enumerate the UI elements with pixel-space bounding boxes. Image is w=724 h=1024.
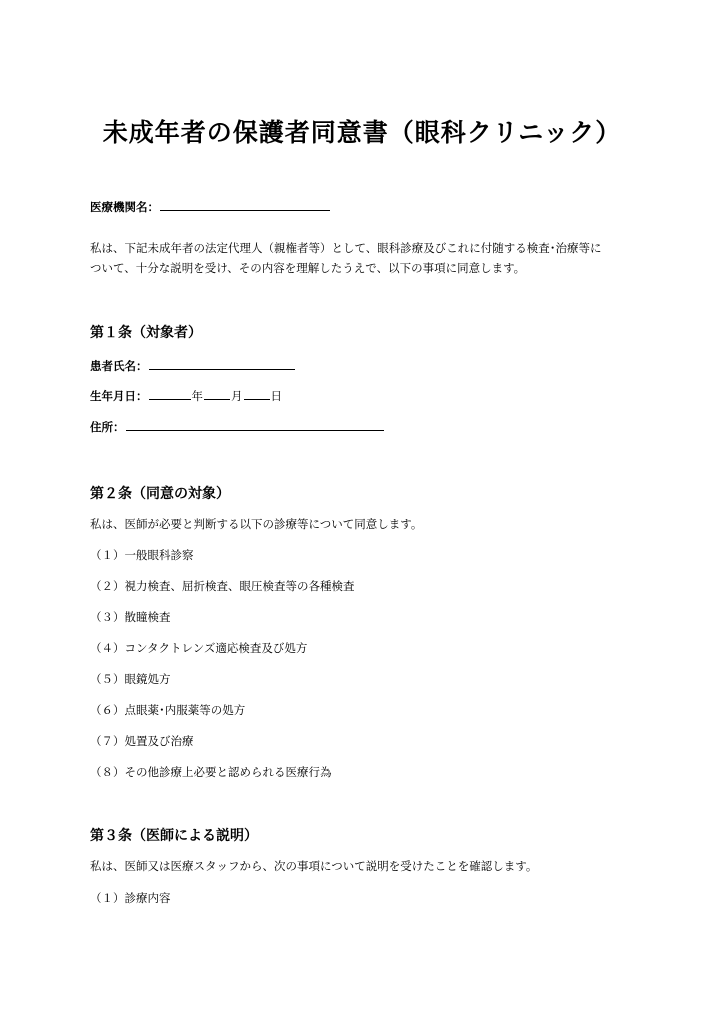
article1-heading: 第１条（対象者） [90,325,202,341]
intro-line-1: 私は、下記未成年者の法定代理人（親権者等）として、眼科診療及びこれに付随する検査･治療等に [90,241,602,255]
article3-heading: 第３条（医師による説明） [90,828,258,844]
address-row [90,418,385,435]
article2-lead: 私は、医師が必要と判断する以下の診療等について同意します。 [90,517,423,531]
birth-month-field[interactable] [204,387,230,400]
article2-heading: 第２条（同意の対象） [90,486,230,502]
document-title: 未成年者の保護者同意書（眼科クリニック） [102,118,622,147]
address-field[interactable] [126,418,384,431]
birth-month-unit: 月 [231,389,243,403]
institution-name-row [90,198,331,215]
birth-date-row [90,387,282,404]
list-item: （１）診療内容 [90,891,171,905]
list-item: （５）眼鏡処方 [90,672,171,686]
list-item: （４）コンタクトレンズ適応検査及び処方 [90,641,308,655]
patient-name-field[interactable] [149,357,295,370]
birth-year-field[interactable] [149,387,191,400]
list-item: （１）一般眼科診察 [90,548,194,562]
institution-name-label: 医療機関名： [90,200,159,214]
institution-name-field[interactable] [160,198,330,211]
list-item: （２）視力検査、屈折検査、眼圧検査等の各種検査 [90,579,355,593]
intro-line-2: ついて、十分な説明を受け、その内容を理解したうえで、以下の事項に同意します。 [90,261,526,275]
birth-year-unit: 年 [191,389,203,403]
address-label: 住所： [90,420,125,434]
intro-paragraph [90,238,638,278]
birth-day-unit: 日 [270,389,282,403]
birth-day-field[interactable] [244,387,270,400]
birth-date-label: 生年月日： [90,389,148,403]
list-item: （６）点眼薬･内服薬等の処方 [90,703,246,717]
patient-name-label: 患者氏名： [90,359,148,373]
list-item: （８）その他診療上必要と認められる医療行為 [90,765,332,779]
article3-lead: 私は、医師又は医療スタッフから、次の事項について説明を受けたことを確認します。 [90,859,538,873]
list-item: （７）処置及び治療 [90,734,194,748]
patient-name-row [90,357,296,374]
list-item: （３）散瞳検査 [90,610,171,624]
